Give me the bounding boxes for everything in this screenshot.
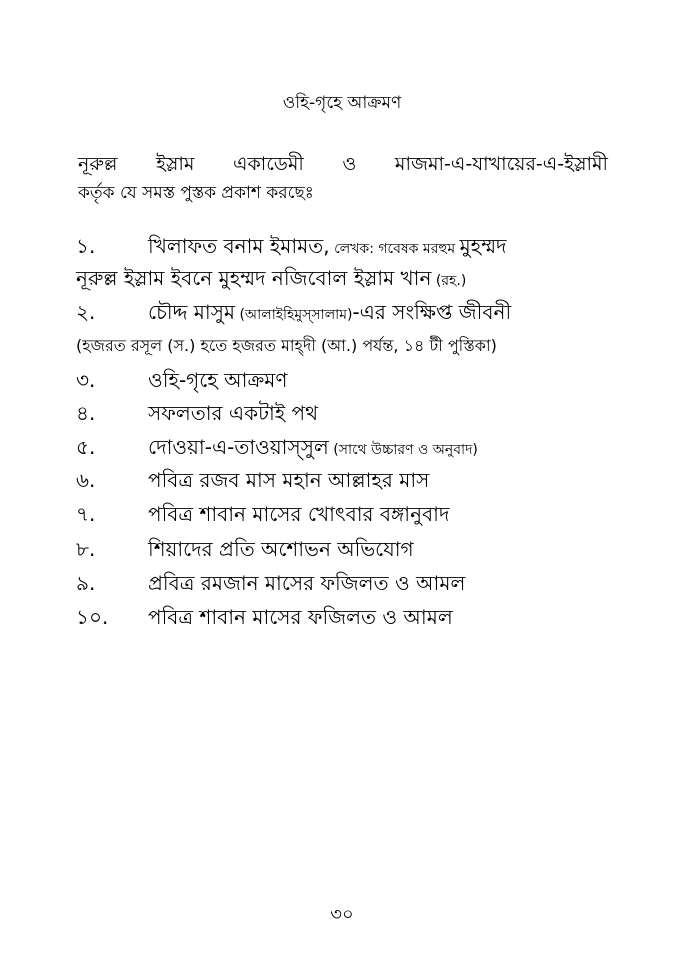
intro-word: মাজমা-এ-যাখায়ের-এ-ইস্লামী bbox=[394, 153, 608, 175]
item-title: চৌদ্দ মাসুম (আলাইহিমুস্সালাম)-এর সংক্ষিপ্ত জীবনী bbox=[148, 300, 512, 324]
list-item bbox=[76, 569, 616, 599]
item-number: ৯. bbox=[76, 571, 96, 595]
item-number: ১. bbox=[76, 234, 96, 258]
item-number: ৩. bbox=[76, 368, 96, 392]
intro-word: নূরুল্ল bbox=[78, 153, 118, 175]
item-continuation: নূরুল্ল ইস্লাম ইবনে মুহম্মদ নজিবোল ইস্লাম খান (রহ.) bbox=[76, 266, 467, 290]
item-note: লেখক: গবেষক মরহুম bbox=[329, 241, 460, 257]
intro-line-2: কর্তৃক যে সমস্ত পুস্তক প্রকাশ করছেঃ bbox=[78, 183, 314, 203]
list-item bbox=[76, 366, 616, 396]
item-note: (আলাইহিমুস্সালাম) bbox=[235, 307, 353, 323]
item-note: (সাথে উচ্চারণ ও অনুবাদ) bbox=[328, 442, 478, 458]
item-title: পবিত্র শাবান মাসের খোৎবার বঙ্গানুবাদ bbox=[148, 502, 450, 526]
item-title: পবিত্র শাবান মাসের ফজিলত ও আমল bbox=[148, 605, 453, 629]
item-title: পবিত্র রজব মাস মহান আল্লাহর মাস bbox=[148, 468, 430, 492]
list-item bbox=[76, 433, 616, 463]
list-item bbox=[76, 500, 616, 530]
item-number: ৬. bbox=[76, 468, 96, 492]
list-item bbox=[76, 466, 616, 496]
item-number: ২. bbox=[76, 300, 96, 324]
page-header: ওহি-গৃহে আক্রমণ bbox=[282, 93, 402, 113]
list-item bbox=[76, 535, 616, 565]
list-item bbox=[76, 232, 616, 262]
item-tail: মুহম্মদ bbox=[459, 234, 507, 258]
item-number: ৪. bbox=[76, 401, 96, 425]
item-title: সফলতার একটাই পথ bbox=[148, 401, 319, 425]
item-number: ৮. bbox=[76, 537, 96, 561]
intro-word: ও bbox=[342, 153, 357, 175]
item-continuation: (হজরত রসূল (স.) হতে হজরত মাহ্দী (আ.) পর্যন্ত, ১৪ টী পুস্তিকা) bbox=[76, 336, 497, 355]
list-item bbox=[76, 399, 616, 429]
page-number: ৩০ bbox=[330, 904, 354, 925]
item-title: ওহি-গৃহে আক্রমণ bbox=[148, 368, 288, 392]
item-number: ৫. bbox=[76, 435, 96, 459]
item-title: খিলাফত বনাম ইমামত, লেখক: গবেষক মরহুম মুহম্মদ bbox=[148, 234, 507, 258]
list-item bbox=[76, 603, 616, 633]
intro-word: একাডেমী bbox=[232, 153, 304, 175]
item-title: প্রবিত্র রমজান মাসের ফজিলত ও আমল bbox=[148, 571, 466, 595]
item-number: ১০. bbox=[76, 605, 109, 629]
item-title: শিয়াদের প্রতি অশোভন অভিযোগ bbox=[148, 537, 414, 561]
item-number: ৭. bbox=[76, 502, 96, 526]
item-note: (রহ.) bbox=[431, 273, 467, 289]
intro-line-1 bbox=[78, 150, 608, 182]
list-item bbox=[76, 298, 616, 328]
item-title: দোওয়া-এ-তাওয়াস্সুল (সাথে উচ্চারণ ও অনুবাদ) bbox=[148, 435, 478, 459]
item-tail: -এর সংক্ষিপ্ত জীবনী bbox=[352, 300, 512, 324]
intro-word: ইস্লাম bbox=[155, 153, 195, 175]
